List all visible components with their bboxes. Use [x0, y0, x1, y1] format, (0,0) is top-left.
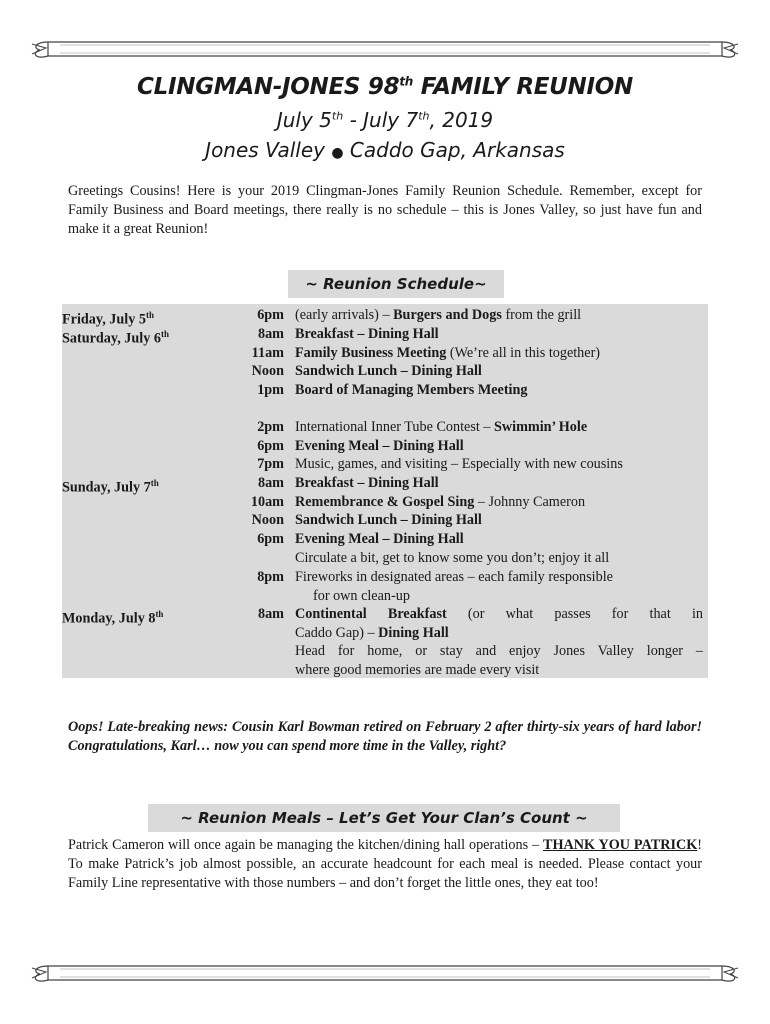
event-time: 10am [250, 494, 284, 510]
schedule-table [62, 304, 708, 678]
event-desc: Evening Meal – Dining Hall [295, 438, 464, 454]
event-time: Noon [251, 363, 284, 379]
thank-you-text: THANK YOU PATRICK [543, 837, 698, 853]
event-time: 8pm [257, 569, 284, 585]
intro-paragraph: Greetings Cousins! Here is your 2019 Clingman-Jones Family Reunion Schedule. Remember, except for Family Business and Board meetings, there really is no schedule – this is Jones Valley, so just have fun and make it a great Reunion! [68, 183, 702, 237]
event-time: 6pm [257, 307, 284, 323]
meals-paragraph: Patrick Cameron will once again be managing the kitchen/dining hall operations – THANK YOU PATRICK! To make Patrick’s job almost possible, an accurate headcount for each meal is needed. Please contact your Family Line representative with those numbers – and don’t forget the little ones, they eat too! [68, 837, 702, 891]
event-desc: Head for home, or stay and enjoy Jones Valley longer – where good memories are made every visit [295, 643, 703, 678]
event-desc: Sandwich Lunch – Dining Hall [295, 363, 482, 379]
event-desc: Family Business Meeting (We’re all in this together) [295, 345, 601, 361]
event-desc: Breakfast – Dining Hall [295, 475, 439, 491]
scroll-ornament-icon [30, 956, 740, 990]
event-time: 6pm [257, 438, 284, 454]
event-time: 8am [257, 606, 284, 622]
event-desc: Board of Managing Members Meeting [295, 382, 528, 398]
event-desc: Breakfast – Dining Hall [295, 326, 439, 342]
scroll-ornament-icon [30, 32, 740, 66]
event-desc: Music, games, and visiting – Especially with new cousins [295, 456, 623, 472]
bottom-scroll-border [30, 956, 740, 990]
reunion-dates: July 5th - July 7th, 2019 [276, 108, 494, 132]
top-scroll-border [30, 32, 740, 66]
event-time: Noon [251, 512, 284, 528]
event-time: 6pm [257, 531, 284, 547]
event-desc: Circulate a bit, get to know some you don’t; enjoy it all [295, 550, 610, 566]
reunion-location: Jones Valley ● Caddo Gap, Arkansas [205, 138, 565, 162]
event-time: 8am [257, 326, 284, 342]
event-desc: (early arrivals) – Burgers and Dogs from the grill [295, 307, 582, 323]
event-time: 11am [251, 345, 284, 361]
event-desc: Fireworks in designated areas – each family responsible for own clean-up [295, 569, 613, 604]
day-label: Friday, July 5th [62, 310, 154, 328]
event-time: 8am [257, 475, 284, 491]
event-desc: Evening Meal – Dining Hall [295, 531, 464, 547]
bullet-icon: ● [331, 145, 344, 161]
day-label: Sunday, July 7th [62, 478, 159, 496]
meals-heading: ~ Reunion Meals – Let’s Get Your Clan’s Count ~ [148, 804, 620, 832]
day-label: Monday, July 8th [62, 609, 164, 627]
event-desc: Remembrance & Gospel Sing – Johnny Cameron [295, 494, 586, 510]
schedule-heading: ~ Reunion Schedule~ [288, 270, 504, 298]
event-time: 2pm [257, 419, 284, 435]
event-desc: Continental Breakfast (or what passes for that in Caddo Gap) – Dining Hall [295, 606, 703, 641]
day-label: Saturday, July 6th [62, 329, 169, 347]
page-title: CLINGMAN-JONES 98th FAMILY REUNION [137, 74, 633, 100]
event-desc: International Inner Tube Contest – Swimmin’ Hole [295, 419, 588, 435]
event-desc: Sandwich Lunch – Dining Hall [295, 512, 482, 528]
event-time: 7pm [257, 456, 284, 472]
event-time: 1pm [257, 382, 284, 398]
late-breaking-news: Oops! Late-breaking news: Cousin Karl Bowman retired on February 2 after thirty-six years of hard labor! Congratulations, Karl… now you can spend more time in the Valley, right? [68, 719, 702, 754]
